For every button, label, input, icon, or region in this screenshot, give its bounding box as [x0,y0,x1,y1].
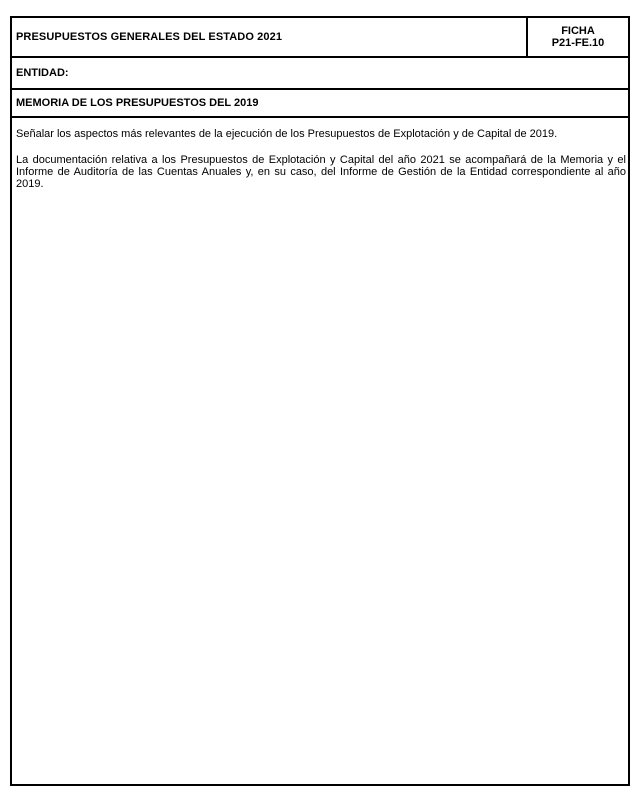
form-title: PRESUPUESTOS GENERALES DEL ESTADO 2021 [16,31,283,43]
budget-form [10,16,630,786]
form-header [12,18,628,58]
instruction-paragraph-2: La documentación relativa a los Presupuestos de Explotación y Capital del año 2021 se acompañará de la Memoria y el Informe de Auditoría de las Cuentas Anuales y, en su caso, del Informe de Gestión de la Entidad correspondiente al año 2019. [16,154,626,190]
ficha-code: P21-FE.10 [551,37,605,49]
section-title: MEMORIA DE LOS PRESUPUESTOS DEL 2019 [16,97,259,109]
ficha-box [528,18,628,56]
entidad-row [12,58,628,90]
entidad-label: ENTIDAD: [16,67,69,79]
section-header [12,90,628,118]
instruction-paragraph-1: Señalar los aspectos más relevantes de la ejecución de los Presupuestos de Explotación y de Capital de 2019. [16,128,558,140]
memoria-content [16,128,626,204]
ficha-label: FICHA [561,25,595,37]
